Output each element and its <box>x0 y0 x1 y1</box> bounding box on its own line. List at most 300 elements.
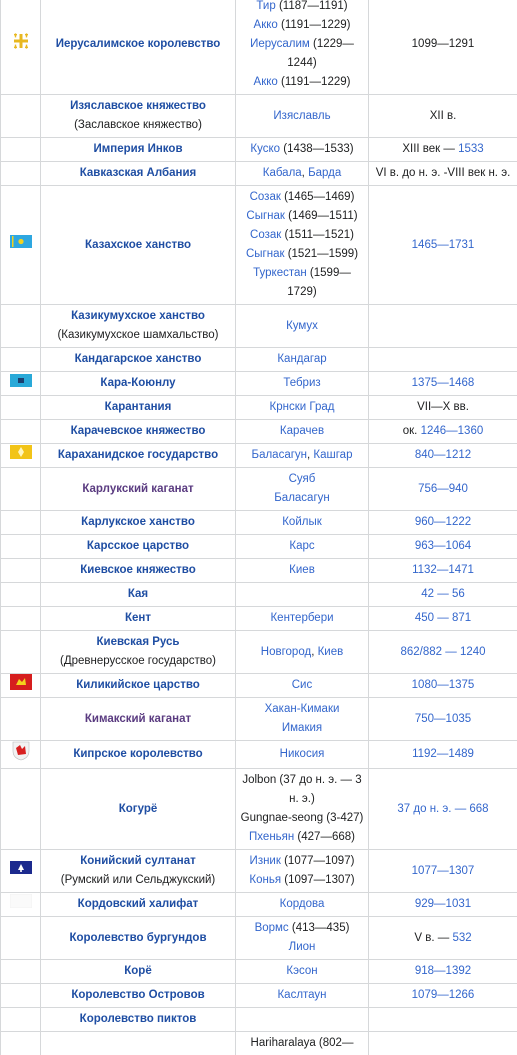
state-name-cell <box>41 535 236 559</box>
state-name-cell <box>41 444 236 468</box>
year-link[interactable]: 940 <box>448 482 468 495</box>
table-row <box>1 511 517 535</box>
state-name-cell <box>41 607 236 631</box>
year-link[interactable]: 1465 <box>411 238 438 251</box>
state-name-cell <box>41 984 236 1008</box>
year-link[interactable]: 1533 <box>458 143 484 155</box>
flag-cell <box>1 559 41 583</box>
year-link[interactable]: 668 <box>469 802 489 815</box>
state-name-link[interactable]: Кипрское королевство <box>73 748 203 760</box>
capital-link[interactable]: Кэсон <box>286 965 318 977</box>
state-name-link[interactable]: Конийский султанат <box>80 855 196 867</box>
state-name-link[interactable]: Королевство пиктов <box>79 1013 197 1025</box>
capital-entry <box>239 207 365 226</box>
capital-period: (1097—1307) <box>281 874 355 886</box>
capital-link[interactable]: Карс <box>289 540 315 552</box>
capital-cell <box>236 372 369 396</box>
years-cell <box>369 741 517 769</box>
capital-link[interactable]: Кентербери <box>270 612 334 624</box>
state-name-cell <box>41 1032 236 1055</box>
table-row <box>1 559 517 583</box>
state-name-cell <box>41 674 236 698</box>
years-cell <box>369 1008 517 1032</box>
capital-period: , <box>307 449 314 461</box>
state-name-cell <box>41 893 236 917</box>
years-cell <box>369 162 517 186</box>
year-link[interactable]: — <box>434 516 446 528</box>
capital-link[interactable]: Вормс <box>254 922 289 934</box>
year-link[interactable]: — <box>434 449 446 461</box>
year-link[interactable]: 960 <box>414 516 435 528</box>
state-name-link[interactable]: Кара-Коюнлу <box>100 377 176 389</box>
state-name-link[interactable]: Когурё <box>118 802 158 815</box>
capital-cell <box>236 186 369 305</box>
cordoba-flag-icon[interactable] <box>10 899 32 911</box>
year-link[interactable]: 918 <box>414 965 435 977</box>
table-row <box>1 0 517 95</box>
table-row <box>1 893 517 917</box>
state-name-link[interactable]: Караханидское государство <box>57 449 219 461</box>
flag-cell <box>1 95 41 138</box>
table-row <box>1 698 517 741</box>
capital-link[interactable]: Акко <box>253 76 278 88</box>
state-name-link[interactable]: Кент <box>125 612 151 624</box>
year-link[interactable]: 1375 <box>448 679 475 691</box>
rum-flag-icon[interactable] <box>10 865 32 877</box>
capital-link[interactable]: Куско <box>250 143 281 155</box>
year-text: VI в. до н. э. -VIII век н. э. <box>375 167 511 179</box>
capital-cell <box>236 559 369 583</box>
flag-cell <box>1 0 41 95</box>
capital-cell <box>236 468 369 511</box>
year-link[interactable]: 1035 <box>445 712 472 725</box>
flag-cell <box>1 893 41 917</box>
capital-entry <box>239 513 365 532</box>
year-link[interactable]: 1489 <box>448 748 474 760</box>
capital-entry <box>239 700 365 719</box>
table-row <box>1 1032 517 1055</box>
capital-link[interactable]: Баласагун <box>251 449 308 461</box>
year-link[interactable]: 1468 <box>448 377 475 389</box>
state-alt-name: (Казикумухское шамхальство) <box>57 329 219 341</box>
capital-entry <box>239 245 365 264</box>
table-row <box>1 372 517 396</box>
capital-link[interactable]: Кумух <box>286 319 318 332</box>
capital-entry <box>239 895 365 914</box>
year-link[interactable]: — <box>434 712 446 725</box>
capital-link[interactable]: Никосия <box>279 748 325 760</box>
years-cell <box>369 535 517 559</box>
capital-link[interactable]: Койлык <box>282 516 322 528</box>
state-name-cell <box>41 162 236 186</box>
capital-link[interactable]: Баласагун <box>274 492 330 504</box>
year-text: XIII век — <box>402 143 459 155</box>
table-row <box>1 850 517 893</box>
year-link[interactable]: — <box>434 540 446 552</box>
year-link[interactable]: 929 <box>414 898 435 910</box>
capital-text: Gungnae-seong (3-427) <box>240 812 364 824</box>
table-row <box>1 984 517 1008</box>
capital-entry <box>239 489 365 508</box>
state-name-cell <box>41 468 236 511</box>
capital-period: (1187—1191) <box>275 0 348 12</box>
year-link[interactable]: 1392 <box>445 965 472 977</box>
state-name-cell <box>41 138 236 162</box>
year-link[interactable]: — <box>434 898 446 910</box>
capital-cell <box>236 162 369 186</box>
year-link[interactable]: — <box>437 864 449 877</box>
jerusalem-cross-flag-icon[interactable] <box>12 41 30 53</box>
year-link[interactable]: 882 <box>422 645 443 658</box>
flag-cell <box>1 138 41 162</box>
year-link[interactable]: — <box>434 965 446 977</box>
state-name-link[interactable]: Киликийское царство <box>76 679 200 691</box>
state-name-link[interactable]: Кая <box>127 588 149 600</box>
kazakh-flag-icon[interactable] <box>10 239 32 251</box>
table-row <box>1 1008 517 1032</box>
capital-link[interactable]: Акко <box>253 19 278 31</box>
capital-entry <box>239 422 365 441</box>
capital-link[interactable]: Пхеньян <box>249 831 295 843</box>
state-name-link[interactable]: Карлукский каганат <box>82 482 194 495</box>
year-link[interactable]: 1266 <box>448 989 475 1001</box>
flag-cell <box>1 850 41 893</box>
capital-link[interactable]: Конья <box>249 874 282 886</box>
capital-cell <box>236 674 369 698</box>
year-link[interactable]: — <box>437 238 449 251</box>
years-cell <box>369 984 517 1008</box>
capital-link[interactable]: Иерусалим <box>250 38 310 50</box>
capital-link[interactable]: Изник <box>249 855 281 867</box>
year-link[interactable]: 1192 <box>412 748 437 760</box>
capital-period: (1229—1244) <box>287 38 354 69</box>
flag-cell <box>1 162 41 186</box>
table-row <box>1 535 517 559</box>
year-link[interactable]: 1132 <box>412 564 437 576</box>
year-link[interactable]: 1360 <box>457 425 484 437</box>
capital-entry <box>239 828 365 847</box>
years-cell <box>369 0 517 95</box>
years-cell <box>369 420 517 444</box>
capital-link[interactable]: Изяславль <box>273 109 331 122</box>
table-row <box>1 420 517 444</box>
year-link[interactable]: 450 <box>414 612 435 624</box>
state-name-cell <box>41 698 236 741</box>
capital-period: (427—668) <box>294 831 355 843</box>
years-cell <box>369 893 517 917</box>
capital-entry <box>239 986 365 1005</box>
capital-period: (1521—1599) <box>284 248 359 260</box>
capital-text: Hariharalaya (802— <box>250 1037 354 1049</box>
state-name-link[interactable]: Королевство бургундов <box>69 931 207 944</box>
capital-link[interactable]: Лион <box>288 941 316 953</box>
year-link[interactable]: 871 <box>451 612 472 624</box>
capital-cell <box>236 1008 369 1032</box>
karakhanid-flag-icon[interactable] <box>10 450 32 462</box>
year-text: ок. <box>402 425 421 437</box>
year-link[interactable]: 56 <box>451 588 465 600</box>
state-name-link[interactable]: Кимакский каганат <box>84 712 192 725</box>
state-name-cell <box>41 95 236 138</box>
state-name-link[interactable]: Казикумухское ханство <box>71 310 205 322</box>
year-link[interactable]: 1031 <box>445 898 472 910</box>
capital-link[interactable]: Кандагар <box>277 353 327 365</box>
year-link[interactable]: 840 <box>414 449 435 461</box>
capital-link[interactable]: Хакан-Кимаки <box>264 703 340 715</box>
state-name-link[interactable]: Карачевское княжество <box>70 425 206 437</box>
flag-cell <box>1 396 41 420</box>
capital-period: (1191—1229) <box>277 76 351 88</box>
capital-cell <box>236 348 369 372</box>
years-cell <box>369 607 517 631</box>
state-name-cell <box>41 420 236 444</box>
years-cell <box>369 1032 517 1055</box>
state-alt-name: (Древнерусское государство) <box>60 655 216 667</box>
state-name-cell <box>41 631 236 674</box>
capital-entry <box>239 609 365 628</box>
capital-cell <box>236 741 369 769</box>
table-row <box>1 741 517 769</box>
year-link[interactable]: 862 <box>400 645 420 658</box>
capital-period: , <box>301 167 309 179</box>
capital-period: , <box>311 645 318 658</box>
capital-entry <box>239 470 365 489</box>
capital-entry <box>239 73 365 92</box>
state-name-link[interactable]: Карантания <box>104 401 172 413</box>
cilicia-flag-icon[interactable] <box>10 681 32 693</box>
capital-cell <box>236 631 369 674</box>
state-name-link[interactable]: Карлукское ханство <box>81 516 195 528</box>
state-name-link[interactable]: Карсское царство <box>86 540 190 552</box>
state-name-cell <box>41 769 236 850</box>
state-name-link[interactable]: Казахское ханство <box>84 238 192 251</box>
year-link[interactable]: 1222 <box>445 516 472 528</box>
flag-cell <box>1 348 41 372</box>
capital-link[interactable]: Карачев <box>279 425 325 437</box>
year-text: VII—X вв. <box>417 401 469 413</box>
table-row <box>1 468 517 511</box>
year-link[interactable]: 1080 <box>411 679 438 691</box>
table-row <box>1 444 517 468</box>
year-link[interactable]: — <box>437 679 449 691</box>
capital-cell <box>236 0 369 95</box>
capital-period: (1191—1229) <box>277 19 351 31</box>
year-text: 1099—1291 <box>411 38 475 50</box>
cyprus-flag-icon[interactable] <box>12 752 30 764</box>
capital-entry <box>239 771 365 809</box>
year-link[interactable]: 1246 <box>420 425 447 437</box>
year-link[interactable]: — <box>437 482 449 495</box>
table-row <box>1 583 517 607</box>
year-link[interactable]: — <box>437 377 449 389</box>
capital-link[interactable]: Сыгнак <box>246 210 285 222</box>
capital-link[interactable]: Туркестан <box>253 267 307 279</box>
capital-link[interactable]: Киев <box>289 564 315 576</box>
table-row <box>1 607 517 631</box>
capital-entry <box>239 350 365 369</box>
capital-cell <box>236 535 369 559</box>
capital-link[interactable]: Барда <box>308 167 342 179</box>
year-link[interactable]: — <box>446 425 458 437</box>
capital-entry <box>239 398 365 417</box>
state-name-cell <box>41 559 236 583</box>
years-cell <box>369 960 517 984</box>
state-name-cell <box>41 372 236 396</box>
capital-link[interactable]: Имакия <box>281 722 323 734</box>
capital-cell <box>236 698 369 741</box>
year-link[interactable]: 756 <box>418 482 438 495</box>
state-name-link[interactable]: Киевское княжество <box>80 564 196 576</box>
capital-entry <box>239 561 365 580</box>
capital-entry <box>239 852 365 871</box>
capital-entry <box>239 809 365 828</box>
years-cell <box>369 138 517 162</box>
years-cell <box>369 698 517 741</box>
flag-cell <box>1 186 41 305</box>
state-name-link[interactable]: Иерусалимское королевство <box>55 38 221 50</box>
table-row <box>1 162 517 186</box>
years-cell <box>369 95 517 138</box>
capital-entry <box>239 374 365 393</box>
year-link[interactable]: 1731 <box>448 238 475 251</box>
years-cell <box>369 511 517 535</box>
state-name-cell <box>41 511 236 535</box>
capital-cell <box>236 396 369 420</box>
capital-entry <box>239 317 365 336</box>
year-link[interactable]: 1375 <box>411 377 438 389</box>
state-name-cell <box>41 186 236 305</box>
capital-cell <box>236 420 369 444</box>
year-text: V в. — <box>414 931 453 944</box>
capital-entry <box>239 919 365 938</box>
capital-link[interactable]: Суяб <box>288 473 316 485</box>
state-name-cell <box>41 1008 236 1032</box>
year-link[interactable]: — <box>451 802 470 815</box>
capital-link[interactable]: Кашгар <box>313 449 353 461</box>
capital-link[interactable]: Сыгнак <box>245 248 285 260</box>
capital-period: (413—435) <box>288 922 350 934</box>
flag-cell <box>1 468 41 511</box>
capital-entry <box>239 188 365 207</box>
capital-link[interactable]: Киев <box>317 645 344 658</box>
flag-cell <box>1 420 41 444</box>
capital-link[interactable]: Сис <box>291 679 313 691</box>
year-link[interactable]: — <box>436 564 449 576</box>
capital-entry <box>239 871 365 890</box>
year-link[interactable]: — <box>437 989 449 1001</box>
state-name-link[interactable]: Корё <box>124 965 152 977</box>
state-name-link[interactable]: Кордовский халифат <box>77 898 199 910</box>
capital-cell <box>236 607 369 631</box>
state-name-link[interactable]: Империя Инков <box>93 143 183 155</box>
flag-cell <box>1 535 41 559</box>
state-name-cell <box>41 960 236 984</box>
capital-period: (1469—1511) <box>284 210 358 222</box>
years-cell <box>369 769 517 850</box>
state-alt-name: (Заславское княжество) <box>74 119 202 131</box>
state-name-link[interactable]: Изяславское княжество <box>70 100 206 112</box>
state-name-link[interactable]: Кандагарское ханство <box>74 353 202 365</box>
year-link[interactable]: 1240 <box>459 645 486 658</box>
capital-link[interactable]: Крнски Град <box>269 401 335 413</box>
year-link[interactable]: — <box>434 612 452 624</box>
capital-cell <box>236 960 369 984</box>
capital-entry <box>239 676 365 695</box>
year-link[interactable]: — <box>436 748 449 760</box>
flag-cell <box>1 583 41 607</box>
capital-link[interactable]: Созак <box>250 229 282 241</box>
capital-cell <box>236 850 369 893</box>
year-link[interactable]: — <box>434 588 452 600</box>
flag-cell <box>1 960 41 984</box>
year-link[interactable]: 1064 <box>445 540 472 552</box>
years-cell <box>369 305 517 348</box>
year-link[interactable]: 1307 <box>448 864 475 877</box>
table-row <box>1 631 517 674</box>
capital-link[interactable]: Новгород <box>260 645 312 658</box>
years-cell <box>369 850 517 893</box>
year-link[interactable]: 1212 <box>445 449 472 461</box>
state-name-cell <box>41 741 236 769</box>
capital-link[interactable]: Каслтаун <box>277 989 327 1001</box>
capital-link[interactable]: Тир <box>256 0 276 12</box>
flag-cell <box>1 917 41 960</box>
year-link[interactable]: 1079 <box>411 989 438 1001</box>
capital-entry <box>239 107 365 126</box>
capital-entry <box>239 962 365 981</box>
capital-link[interactable]: Кордова <box>279 898 325 910</box>
state-name-link[interactable]: Кавказская Албания <box>79 167 197 179</box>
years-cell <box>369 559 517 583</box>
year-link[interactable]: 42 <box>421 588 435 600</box>
capital-entry <box>239 264 365 302</box>
year-link[interactable]: 1077 <box>411 864 438 877</box>
capital-cell <box>236 95 369 138</box>
state-name-cell <box>41 396 236 420</box>
flag-cell <box>1 1008 41 1032</box>
table-row <box>1 960 517 984</box>
capital-link[interactable]: Тебриз <box>283 377 321 389</box>
capital-period: (1599—1729) <box>287 267 351 298</box>
year-link[interactable]: 963 <box>414 540 435 552</box>
capital-cell <box>236 769 369 850</box>
flag-cell <box>1 674 41 698</box>
year-link[interactable]: 532 <box>452 931 472 944</box>
year-link[interactable]: 1471 <box>448 564 474 576</box>
state-alt-name: (Румский или Сельджукский) <box>60 874 216 886</box>
state-name-cell <box>41 348 236 372</box>
state-name-link[interactable]: Королевство Островов <box>71 989 205 1001</box>
capital-cell <box>236 583 369 607</box>
kara-koyunlu-flag-icon[interactable] <box>10 378 32 390</box>
capital-entry <box>308 167 341 179</box>
capital-link[interactable]: Кабала <box>262 167 302 179</box>
capital-entry <box>239 0 365 16</box>
year-link[interactable]: / <box>419 645 423 658</box>
flag-cell <box>1 511 41 535</box>
year-link[interactable]: 750 <box>414 712 435 725</box>
year-link[interactable]: — <box>442 645 460 658</box>
table-row <box>1 95 517 138</box>
flag-cell <box>1 305 41 348</box>
table-row <box>1 186 517 305</box>
capital-entry <box>313 449 352 461</box>
flag-cell <box>1 631 41 674</box>
capital-link[interactable]: Созак <box>249 191 281 203</box>
capital-entry <box>252 449 314 461</box>
year-link[interactable]: 37 до н. э. <box>397 802 452 815</box>
state-name-link[interactable]: Киевская Русь <box>96 636 180 648</box>
